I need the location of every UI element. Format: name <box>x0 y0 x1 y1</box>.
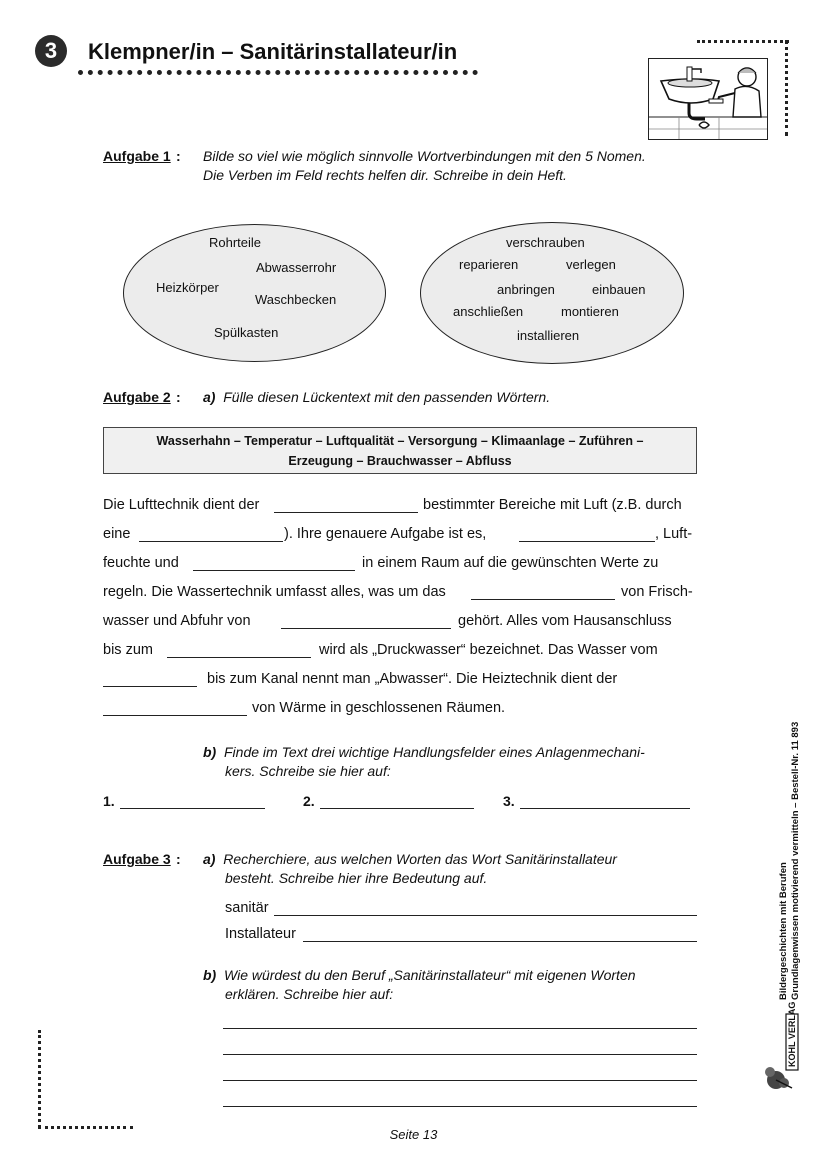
word-installateur-label: Installateur <box>225 926 296 942</box>
task2b-text-1: Finde im Text drei wichtige Handlungsfelder eines Anlagenmechani- <box>224 744 645 760</box>
task3-label: Aufgabe 3 <box>103 851 171 867</box>
plumber-illustration <box>648 58 768 140</box>
task3b-instruction-2: erklären. Schreibe hier auf: <box>225 986 394 1002</box>
cloze-blank[interactable] <box>281 628 451 629</box>
task2a-instruction <box>203 388 550 407</box>
writing-line[interactable] <box>223 1054 697 1055</box>
noun-word: Spülkasten <box>214 325 279 340</box>
task3a-instruction-1 <box>203 850 617 869</box>
answer-line-1[interactable] <box>120 808 265 809</box>
publisher-logo <box>764 1001 800 1092</box>
noun-word: Abwasserrohr <box>256 260 337 275</box>
page-number: Seite 13 <box>389 1127 438 1142</box>
task3a-letter: a) <box>203 851 216 867</box>
corner-dots-left <box>38 1030 41 1128</box>
sidebar-line-2: Grundlagenwissen motivierend vermitteln – Bestell-Nr. 11 893 <box>790 721 801 1000</box>
task2-colon: : <box>176 389 181 405</box>
word-sanitaer-label: sanitär <box>225 900 269 916</box>
noun-word: Waschbecken <box>255 292 337 307</box>
cloze-text: feuchte und <box>103 555 179 571</box>
task2-label: Aufgabe 2 <box>103 389 171 405</box>
task2b-letter: b) <box>203 744 217 760</box>
cloze-blank[interactable] <box>471 599 615 600</box>
answer-line-sanitaer[interactable] <box>274 915 697 916</box>
sidebar-publication-info <box>778 722 802 1000</box>
page-title: Klempner/in – Sanitärinstallateur/in <box>88 39 458 64</box>
task2a-text: Fülle diesen Lückentext mit den passenden Wörtern. <box>223 389 551 405</box>
cloze-blank[interactable] <box>103 686 197 687</box>
task3a-instruction-2: besteht. Schreibe hier ihre Bedeutung auf. <box>225 870 488 886</box>
answer-number: 2. <box>303 793 315 809</box>
cloze-text: wasser und Abfuhr von <box>103 613 251 629</box>
cloze-text: von Wärme in geschlossenen Räumen. <box>252 700 506 716</box>
sidebar-line-1: Bildergeschichten mit Berufen <box>778 862 789 1000</box>
cloze-blank[interactable] <box>103 715 247 716</box>
cloze-text: wird als „Druckwasser“ bezeichnet. Das Wasser vom <box>319 642 658 658</box>
cloze-blank[interactable] <box>519 541 655 542</box>
cloze-text: ). Ihre genauere Aufgabe ist es, <box>284 526 487 542</box>
answer-line-3[interactable] <box>520 808 690 809</box>
writing-line[interactable] <box>223 1106 697 1107</box>
task2b-instruction-2: kers. Schreibe sie hier auf: <box>225 763 391 779</box>
verb-word: anbringen <box>497 282 555 297</box>
answer-line-installateur[interactable] <box>303 941 697 942</box>
task1-instruction-2: Die Verben im Feld rechts helfen dir. Schreibe in dein Heft. <box>203 167 567 183</box>
task3b-text-1: Wie würdest du den Beruf „Sanitärinstallateur“ mit eigenen Worten <box>224 967 636 983</box>
verb-word: reparieren <box>459 257 519 272</box>
title-dotted-underline <box>78 70 478 75</box>
cloze-text: Die Lufttechnik dient der <box>103 497 260 513</box>
cloze-blank[interactable] <box>274 512 418 513</box>
word-bank-box <box>103 427 697 474</box>
cloze-text: bis zum Kanal nennt man „Abwasser“. Die Heiztechnik dient der <box>207 671 618 687</box>
task3b-instruction-1 <box>203 966 636 985</box>
verb-word: montieren <box>561 304 619 319</box>
writing-line[interactable] <box>223 1080 697 1081</box>
answer-number: 1. <box>103 793 115 809</box>
answer-line-2[interactable] <box>320 808 474 809</box>
cloze-text: regeln. Die Wassertechnik umfasst alles, was um das <box>103 584 446 600</box>
cloze-text: von Frisch- <box>621 584 693 600</box>
cloze-text: , Luft- <box>655 526 693 542</box>
cloze-blank[interactable] <box>193 570 355 571</box>
task1-colon: : <box>176 148 181 164</box>
task1-instruction-1: Bilde so viel wie möglich sinnvolle Wortverbindungen mit den 5 Nomen. <box>203 148 646 164</box>
verb-word: einbauen <box>592 282 646 297</box>
word-bank-line-2: Erzeugung – Brauchwasser – Abfluss <box>288 454 512 468</box>
corner-dots-top <box>697 40 789 43</box>
writing-line[interactable] <box>223 1028 697 1029</box>
word-bank-line-1: Wasserhahn – Temperatur – Luftqualität – Versorgung – Klimaanlage – Zuführen – <box>156 434 644 448</box>
verb-word: installieren <box>517 328 580 343</box>
verb-word: verlegen <box>566 257 616 272</box>
cloze-blank[interactable] <box>139 541 283 542</box>
task2a-letter: a) <box>203 389 216 405</box>
cloze-text: bestimmter Bereiche mit Luft (z.B. durch <box>423 497 682 513</box>
cloze-text: in einem Raum auf die gewünschten Werte zu <box>362 555 659 571</box>
cloze-blank[interactable] <box>167 657 311 658</box>
answer-number: 3. <box>503 793 515 809</box>
verb-word: anschließen <box>453 304 524 319</box>
noun-word: Heizkörper <box>156 280 219 295</box>
task3-colon: : <box>176 851 181 867</box>
cloze-text: gehört. Alles vom Hausanschluss <box>458 613 672 629</box>
cloze-text: eine <box>103 526 131 542</box>
task2b-instruction-1 <box>203 743 645 762</box>
corner-dots-right <box>785 40 788 136</box>
chapter-number-badge: 3 <box>35 35 67 67</box>
plumber-at-sink-icon <box>649 59 767 139</box>
task3a-text-1: Recherchiere, aus welchen Worten das Wort Sanitärinstallateur <box>223 851 617 867</box>
noun-word: Rohrteile <box>209 235 262 250</box>
verb-word: verschrauben <box>506 235 585 250</box>
task3b-letter: b) <box>203 967 217 983</box>
task1-label: Aufgabe 1 <box>103 148 171 164</box>
cloze-text: bis zum <box>103 642 153 658</box>
publisher-name: KOHL VERLAG <box>787 1001 797 1067</box>
